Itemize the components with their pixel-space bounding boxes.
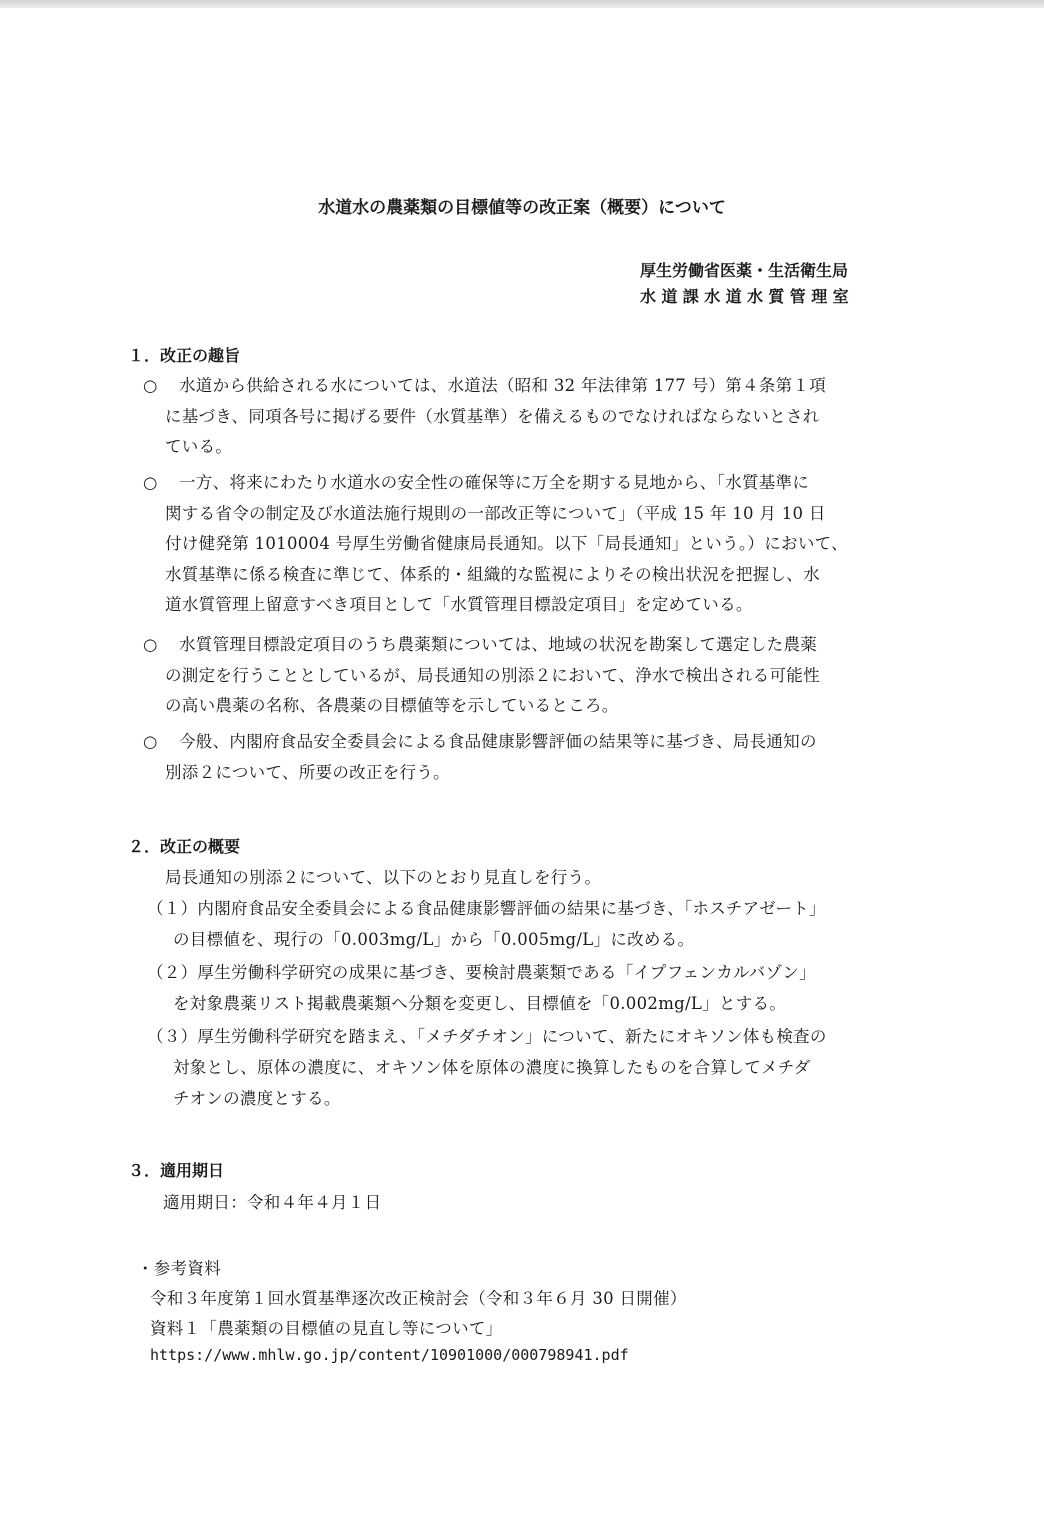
item-line: を対象農薬リスト掲載農薬類へ分類を変更し、目標値を「0.002mg/L」とする。 (173, 994, 787, 1013)
circle-bullet-icon: ○ (143, 473, 158, 492)
organization-line-1: 厚生労働省医薬・生活衛生局 (640, 261, 849, 280)
circle-bullet-icon: ○ (143, 376, 158, 395)
item-line: 対象とし、原体の濃度に、オキソン体を原体の濃度に換算したものを合算してメチダ (173, 1058, 811, 1077)
paragraph-line: 道水質管理上留意すべき項目として「水質管理目標設定項目」を定めている。 (165, 595, 753, 614)
circle-bullet-icon: ○ (143, 635, 158, 654)
section-1-heading: １．改正の趣旨 (128, 346, 241, 365)
paragraph-line: に基づき、同項各号に掲げる要件（水質基準）を備えるものでなければならないとされ (165, 406, 820, 426)
item-line: の目標値を、現行の「0.003mg/L」から「0.005mg/L」に改める。 (173, 930, 695, 949)
paragraph-line: ○ 今般、内閣府食品安全委員会による食品健康影響評価の結果等に基づき、局長通知の (143, 727, 903, 758)
paragraph-line: ている。 (165, 437, 233, 456)
section-1-paragraph-2 (143, 468, 903, 621)
section-2-intro: 局長通知の別添２について、以下のとおり見直しを行う。 (165, 868, 602, 887)
references-heading: ・参考資料 (137, 1259, 221, 1278)
revision-item-1 (147, 893, 907, 955)
paragraph-line: 付け健発第 1010004 号厚生労働省健康局長通知。以下「局長通知」という。）において、 (165, 534, 848, 553)
section-3-heading: ３．適用期日 (128, 1161, 225, 1180)
paragraph-line: ○ 一方、将来にわたり水道水の安全性の確保等に万全を期する見地から、「水質基準に (143, 468, 903, 499)
revision-item-2 (147, 957, 907, 1019)
reference-meeting: 令和３年度第１回水質基準逐次改正検討会（令和３年６月 30 日開催） (150, 1289, 687, 1308)
paragraph-line: 関する省令の制定及び水道法施行規則の一部改正等について」（平成 15 年 10 月 10 日 (165, 503, 826, 523)
item-line: （１）内閣府食品安全委員会による食品健康影響評価の結果に基づき、「ホスチアゼート」 (147, 899, 826, 918)
organization-line-2: 水道課水道水質管理室 (640, 287, 855, 306)
item-line: （３）厚生労働科学研究を踏まえ、「メチダチオン」について、新たにオキソン体も検査の (147, 1027, 827, 1046)
paragraph-line: の高い農薬の名称、各農薬の目標値等を示しているところ。 (165, 696, 619, 715)
paragraph-line: 別添２について、所要の改正を行う。 (165, 762, 450, 782)
paragraph-line: ○ 水道から供給される水については、水道法（昭和 32 年法律第 177 号）第４条第１項 (143, 371, 903, 402)
circle-bullet-icon: ○ (143, 732, 158, 751)
paragraph-line: 水質基準に係る検査に準じて、体系的・組織的な監視によりその検出状況を把握し、水 (165, 564, 820, 584)
revision-item-3 (147, 1021, 907, 1114)
section-1-paragraph-4 (143, 727, 903, 788)
section-1-paragraph-1 (143, 371, 903, 463)
paragraph-line: の測定を行うこととしているが、局長通知の別添２において、浄水で検出される可能性 (165, 665, 820, 685)
section-1-paragraph-3 (143, 630, 903, 722)
item-line: （２）厚生労働科学研究の成果に基づき、要検討農薬類である「イプフェンカルバゾン」 (147, 963, 816, 982)
paragraph-line: ○ 水質管理目標設定項目のうち農薬類については、地域の状況を勘案して選定した農薬 (143, 630, 903, 661)
reference-url-link[interactable]: https://www.mhlw.go.jp/content/10901000/000798941.pdf (150, 1346, 629, 1364)
document-title: 水道水の農薬類の目標値等の改正案（概要）について (318, 198, 726, 218)
section-2-heading: ２．改正の概要 (128, 837, 241, 856)
reference-material: 資料１「農薬類の目標値の見直し等について」 (150, 1319, 503, 1338)
effective-date: 適用期日：令和４年４月１日 (163, 1193, 382, 1212)
item-line: チオンの濃度とする。 (173, 1089, 341, 1108)
